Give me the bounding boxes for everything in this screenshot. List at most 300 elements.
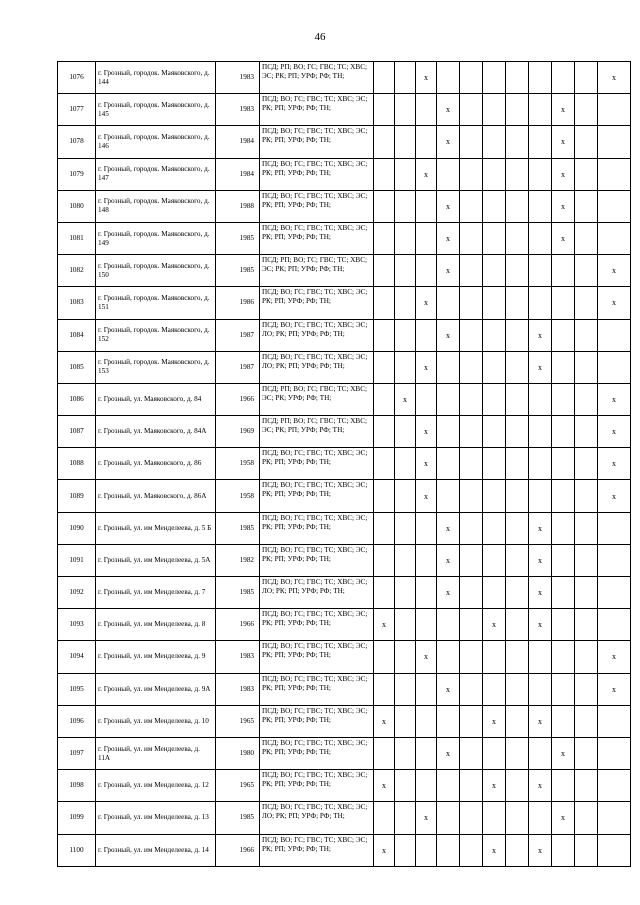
mark-cell — [506, 158, 529, 190]
address-cell: г. Грозный, ул. им Менделеева, д. 7 — [96, 577, 216, 609]
mark-cell: x — [416, 351, 437, 383]
year-cell: 1987 — [216, 351, 260, 383]
mark-cell — [529, 673, 552, 705]
mark-cell — [575, 737, 598, 769]
mark-cell — [598, 577, 631, 609]
table-row — [58, 480, 631, 512]
row-number: 1093 — [58, 609, 96, 641]
mark-cell — [506, 802, 529, 834]
table-row — [58, 416, 631, 448]
mark-cell — [374, 544, 395, 576]
mark-cell — [460, 126, 483, 158]
mark-cell — [483, 544, 506, 576]
table-row — [58, 448, 631, 480]
mark-cell — [483, 255, 506, 287]
mark-cell — [374, 480, 395, 512]
mark-cell — [395, 641, 416, 673]
mark-cell — [575, 609, 598, 641]
mark-cell — [483, 158, 506, 190]
mark-cell — [395, 416, 416, 448]
mark-cell — [437, 834, 460, 866]
row-number: 1083 — [58, 287, 96, 319]
table-row — [58, 190, 631, 222]
row-number: 1080 — [58, 190, 96, 222]
address-cell: г. Грозный, городок. Маяковского, д. 151 — [96, 287, 216, 319]
mark-cell: x — [483, 834, 506, 866]
mark-cell — [575, 770, 598, 802]
mark-cell: x — [529, 834, 552, 866]
address-cell: г. Грозный, ул. им Менделеева, д. 11А — [96, 737, 216, 769]
mark-cell: x — [374, 770, 395, 802]
table-row — [58, 802, 631, 834]
row-number: 1082 — [58, 255, 96, 287]
mark-cell — [416, 770, 437, 802]
table-row — [58, 287, 631, 319]
mark-cell: x — [437, 94, 460, 126]
mark-cell: x — [552, 190, 575, 222]
row-number: 1098 — [58, 770, 96, 802]
mark-cell: x — [416, 287, 437, 319]
mark-cell — [598, 802, 631, 834]
mark-cell — [506, 222, 529, 254]
mark-cell — [506, 287, 529, 319]
mark-cell — [506, 383, 529, 415]
housing-registry-table — [57, 61, 631, 867]
mark-cell — [395, 255, 416, 287]
table-row — [58, 834, 631, 866]
table-row — [58, 673, 631, 705]
address-cell: г. Грозный, ул. Маяковского, д. 86А — [96, 480, 216, 512]
mark-cell — [575, 641, 598, 673]
mark-cell — [374, 351, 395, 383]
mark-cell — [374, 94, 395, 126]
mark-cell — [437, 158, 460, 190]
mark-cell — [506, 705, 529, 737]
mark-cell: x — [598, 416, 631, 448]
works-list-cell: ПСД; ВО; ГС; ГВС; ТС; ХВС; ЭС; РК; РП; УРФ; РФ; ТН; — [260, 448, 374, 480]
mark-cell — [598, 94, 631, 126]
row-number: 1078 — [58, 126, 96, 158]
mark-cell — [575, 126, 598, 158]
mark-cell: x — [483, 705, 506, 737]
works-list-cell: ПСД; ВО; ГС; ГВС; ТС; ХВС; ЭС; РК; РП; УРФ; РФ; ТН; — [260, 512, 374, 544]
mark-cell — [506, 351, 529, 383]
mark-cell — [395, 802, 416, 834]
mark-cell — [598, 190, 631, 222]
row-number: 1077 — [58, 94, 96, 126]
year-cell: 1982 — [216, 544, 260, 576]
year-cell: 1965 — [216, 770, 260, 802]
works-list-cell: ПСД; ВО; ГС; ГВС; ТС; ХВС; ЭС; РК; РП; УРФ; РФ; ТН; — [260, 126, 374, 158]
mark-cell — [552, 255, 575, 287]
address-cell: г. Грозный, ул. им Менделеева, д. 9А — [96, 673, 216, 705]
row-number: 1094 — [58, 641, 96, 673]
mark-cell — [460, 62, 483, 94]
mark-cell — [483, 512, 506, 544]
address-cell: г. Грозный, городок. Маяковского, д. 153 — [96, 351, 216, 383]
mark-cell — [395, 577, 416, 609]
year-cell: 1983 — [216, 62, 260, 94]
mark-cell — [416, 94, 437, 126]
mark-cell: x — [552, 222, 575, 254]
mark-cell — [552, 62, 575, 94]
mark-cell — [575, 802, 598, 834]
mark-cell: x — [437, 126, 460, 158]
mark-cell — [506, 62, 529, 94]
mark-cell: x — [374, 834, 395, 866]
mark-cell — [483, 222, 506, 254]
mark-cell — [506, 448, 529, 480]
mark-cell — [529, 737, 552, 769]
mark-cell — [506, 834, 529, 866]
mark-cell — [374, 190, 395, 222]
works-list-cell: ПСД; ВО; ГС; ГВС; ТС; ХВС; ЭС; РК; РП; УРФ; РФ; ТН; — [260, 834, 374, 866]
mark-cell — [506, 544, 529, 576]
works-list-cell: ПСД; ВО; ГС; ГВС; ТС; ХВС; ЭС; РК; РП; УРФ; РФ; ТН; — [260, 641, 374, 673]
mark-cell — [374, 158, 395, 190]
mark-cell — [529, 287, 552, 319]
mark-cell — [437, 802, 460, 834]
mark-cell — [529, 62, 552, 94]
address-cell: г. Грозный, ул. им Менделеева, д. 10 — [96, 705, 216, 737]
address-cell: г. Грозный, ул. им Менделеева, д. 13 — [96, 802, 216, 834]
year-cell: 1983 — [216, 673, 260, 705]
mark-cell: x — [437, 577, 460, 609]
mark-cell — [575, 383, 598, 415]
mark-cell: x — [416, 416, 437, 448]
row-number: 1091 — [58, 544, 96, 576]
mark-cell: x — [598, 480, 631, 512]
mark-cell — [552, 834, 575, 866]
address-cell: г. Грозный, ул. Маяковского, д. 84 — [96, 383, 216, 415]
mark-cell — [395, 448, 416, 480]
works-list-cell: ПСД; ВО; ГС; ГВС; ТС; ХВС; ЭС; ЛО; РК; РП; УРФ; РФ; ТН; — [260, 802, 374, 834]
mark-cell — [529, 158, 552, 190]
mark-cell — [374, 126, 395, 158]
mark-cell: x — [598, 673, 631, 705]
mark-cell: x — [416, 480, 437, 512]
mark-cell — [374, 737, 395, 769]
mark-cell — [552, 641, 575, 673]
mark-cell: x — [529, 705, 552, 737]
mark-cell — [575, 416, 598, 448]
mark-cell — [416, 383, 437, 415]
mark-cell — [460, 480, 483, 512]
mark-cell — [374, 383, 395, 415]
mark-cell — [460, 448, 483, 480]
mark-cell — [460, 544, 483, 576]
mark-cell — [506, 609, 529, 641]
mark-cell — [437, 448, 460, 480]
mark-cell: x — [437, 512, 460, 544]
mark-cell — [483, 737, 506, 769]
mark-cell: x — [416, 641, 437, 673]
row-number: 1084 — [58, 319, 96, 351]
mark-cell — [506, 190, 529, 222]
mark-cell — [416, 737, 437, 769]
mark-cell — [552, 544, 575, 576]
mark-cell — [598, 512, 631, 544]
mark-cell — [416, 834, 437, 866]
mark-cell — [374, 802, 395, 834]
table-row — [58, 383, 631, 415]
address-cell: г. Грозный, ул. им Менделеева, д. 5А — [96, 544, 216, 576]
table-row — [58, 512, 631, 544]
works-list-cell: ПСД; ВО; ГС; ГВС; ТС; ХВС; ЭС; РК; РП; УРФ; РФ; ТН; — [260, 705, 374, 737]
mark-cell — [460, 641, 483, 673]
works-list-cell: ПСД; РП; ВО; ГС; ГВС; ТС; ХВС; ЭС; РК; РП; УРФ; РФ; ТН; — [260, 255, 374, 287]
mark-cell — [395, 62, 416, 94]
mark-cell — [460, 802, 483, 834]
year-cell: 1958 — [216, 448, 260, 480]
address-cell: г. Грозный, городок. Маяковского, д. 152 — [96, 319, 216, 351]
mark-cell — [506, 319, 529, 351]
mark-cell — [529, 383, 552, 415]
mark-cell — [460, 577, 483, 609]
mark-cell — [460, 222, 483, 254]
mark-cell — [395, 222, 416, 254]
table-row — [58, 94, 631, 126]
mark-cell: x — [598, 448, 631, 480]
mark-cell: x — [437, 222, 460, 254]
mark-cell: x — [437, 673, 460, 705]
mark-cell: x — [552, 94, 575, 126]
mark-cell — [575, 480, 598, 512]
mark-cell — [374, 641, 395, 673]
mark-cell — [483, 383, 506, 415]
mark-cell — [506, 126, 529, 158]
row-number: 1100 — [58, 834, 96, 866]
address-cell: г. Грозный, городок. Маяковского, д. 150 — [96, 255, 216, 287]
mark-cell — [437, 609, 460, 641]
mark-cell — [437, 62, 460, 94]
mark-cell — [416, 255, 437, 287]
address-cell: г. Грозный, ул. им Менделеева, д. 8 — [96, 609, 216, 641]
mark-cell — [598, 319, 631, 351]
mark-cell — [575, 319, 598, 351]
mark-cell — [506, 673, 529, 705]
mark-cell — [529, 641, 552, 673]
mark-cell — [575, 222, 598, 254]
mark-cell — [575, 287, 598, 319]
mark-cell — [552, 319, 575, 351]
mark-cell — [395, 737, 416, 769]
works-list-cell: ПСД; ВО; ГС; ГВС; ТС; ХВС; ЭС; РК; РП; УРФ; РФ; ТН; — [260, 770, 374, 802]
mark-cell — [460, 351, 483, 383]
mark-cell — [575, 351, 598, 383]
works-list-cell: ПСД; ВО; ГС; ГВС; ТС; ХВС; ЭС; РК; РП; УРФ; РФ; ТН; — [260, 94, 374, 126]
mark-cell — [437, 383, 460, 415]
address-cell: г. Грозный, городок. Маяковского, д. 145 — [96, 94, 216, 126]
year-cell: 1983 — [216, 94, 260, 126]
mark-cell — [575, 577, 598, 609]
table-row — [58, 222, 631, 254]
mark-cell: x — [598, 62, 631, 94]
mark-cell — [575, 94, 598, 126]
works-list-cell: ПСД; РП; ВО; ГС; ГВС; ТС; ХВС; ЭС; РК; РП; УРФ; РФ; ТН; — [260, 416, 374, 448]
works-list-cell: ПСД; ВО; ГС; ГВС; ТС; ХВС; ЭС; ЛО; РК; РП; УРФ; РФ; ТН; — [260, 319, 374, 351]
mark-cell — [395, 770, 416, 802]
page-number: 46 — [314, 31, 326, 43]
mark-cell — [460, 416, 483, 448]
mark-cell: x — [552, 802, 575, 834]
mark-cell — [575, 62, 598, 94]
row-number: 1079 — [58, 158, 96, 190]
year-cell: 1966 — [216, 609, 260, 641]
mark-cell — [575, 190, 598, 222]
mark-cell — [416, 319, 437, 351]
mark-cell: x — [437, 255, 460, 287]
works-list-cell: ПСД; ВО; ГС; ГВС; ТС; ХВС; ЭС; РК; РП; УРФ; РФ; ТН; — [260, 480, 374, 512]
mark-cell — [437, 287, 460, 319]
mark-cell — [529, 416, 552, 448]
address-cell: г. Грозный, ул. Маяковского, д. 86 — [96, 448, 216, 480]
mark-cell: x — [529, 351, 552, 383]
mark-cell — [483, 641, 506, 673]
table-row — [58, 319, 631, 351]
mark-cell: x — [374, 705, 395, 737]
address-cell: г. Грозный, ул. Маяковского, д. 84А — [96, 416, 216, 448]
mark-cell — [374, 577, 395, 609]
row-number: 1088 — [58, 448, 96, 480]
mark-cell — [374, 287, 395, 319]
mark-cell — [529, 222, 552, 254]
mark-cell — [374, 62, 395, 94]
mark-cell: x — [416, 448, 437, 480]
mark-cell: x — [598, 383, 631, 415]
year-cell: 1984 — [216, 126, 260, 158]
year-cell: 1965 — [216, 705, 260, 737]
mark-cell: x — [529, 770, 552, 802]
mark-cell — [575, 158, 598, 190]
mark-cell — [460, 319, 483, 351]
address-cell: г. Грозный, ул. им Менделеева, д. 5 Б — [96, 512, 216, 544]
mark-cell — [529, 255, 552, 287]
mark-cell — [395, 158, 416, 190]
mark-cell: x — [437, 544, 460, 576]
mark-cell — [395, 673, 416, 705]
year-cell: 1980 — [216, 737, 260, 769]
address-cell: г. Грозный, городок. Маяковского, д. 146 — [96, 126, 216, 158]
table-row — [58, 705, 631, 737]
mark-cell — [598, 770, 631, 802]
mark-cell — [437, 416, 460, 448]
mark-cell — [416, 544, 437, 576]
mark-cell — [395, 544, 416, 576]
mark-cell: x — [598, 255, 631, 287]
row-number: 1097 — [58, 737, 96, 769]
mark-cell — [460, 673, 483, 705]
mark-cell — [506, 641, 529, 673]
mark-cell: x — [416, 62, 437, 94]
mark-cell: x — [529, 512, 552, 544]
mark-cell — [529, 94, 552, 126]
mark-cell: x — [529, 609, 552, 641]
year-cell: 1983 — [216, 641, 260, 673]
mark-cell — [416, 126, 437, 158]
year-cell: 1985 — [216, 512, 260, 544]
mark-cell — [460, 255, 483, 287]
row-number: 1092 — [58, 577, 96, 609]
table-row — [58, 351, 631, 383]
mark-cell: x — [529, 319, 552, 351]
mark-cell — [575, 255, 598, 287]
works-list-cell: ПСД; ВО; ГС; ГВС; ТС; ХВС; ЭС; РК; РП; УРФ; РФ; ТН; — [260, 544, 374, 576]
row-number: 1076 — [58, 62, 96, 94]
mark-cell — [483, 126, 506, 158]
table-row — [58, 158, 631, 190]
works-list-cell: ПСД; ВО; ГС; ГВС; ТС; ХВС; ЭС; РК; РП; УРФ; РФ; ТН; — [260, 158, 374, 190]
mark-cell — [416, 512, 437, 544]
year-cell: 1958 — [216, 480, 260, 512]
mark-cell — [460, 94, 483, 126]
works-list-cell: ПСД; ВО; ГС; ГВС; ТС; ХВС; ЭС; ЛО; РК; РП; УРФ; РФ; ТН; — [260, 577, 374, 609]
works-list-cell: ПСД; ВО; ГС; ГВС; ТС; ХВС; ЭС; РК; РП; УРФ; РФ; ТН; — [260, 609, 374, 641]
mark-cell — [437, 480, 460, 512]
mark-cell — [598, 158, 631, 190]
mark-cell — [483, 448, 506, 480]
mark-cell — [506, 512, 529, 544]
mark-cell: x — [374, 609, 395, 641]
mark-cell — [552, 287, 575, 319]
row-number: 1085 — [58, 351, 96, 383]
works-list-cell: ПСД; ВО; ГС; ГВС; ТС; ХВС; ЭС; РК; РП; УРФ; РФ; ТН; — [260, 737, 374, 769]
mark-cell — [483, 319, 506, 351]
mark-cell: x — [598, 287, 631, 319]
mark-cell — [460, 834, 483, 866]
mark-cell — [552, 480, 575, 512]
row-number: 1099 — [58, 802, 96, 834]
registry-body — [58, 62, 631, 867]
table-row — [58, 641, 631, 673]
mark-cell — [598, 222, 631, 254]
row-number: 1090 — [58, 512, 96, 544]
mark-cell — [416, 705, 437, 737]
row-number: 1089 — [58, 480, 96, 512]
mark-cell — [483, 480, 506, 512]
table-row — [58, 737, 631, 769]
table-row — [58, 609, 631, 641]
mark-cell — [506, 737, 529, 769]
mark-cell — [437, 351, 460, 383]
mark-cell — [395, 190, 416, 222]
mark-cell — [506, 416, 529, 448]
mark-cell: x — [552, 737, 575, 769]
mark-cell — [529, 126, 552, 158]
mark-cell — [460, 737, 483, 769]
mark-cell — [374, 416, 395, 448]
mark-cell — [552, 351, 575, 383]
address-cell: г. Грозный, городок. Маяковского, д. 149 — [96, 222, 216, 254]
row-number: 1087 — [58, 416, 96, 448]
mark-cell — [460, 770, 483, 802]
mark-cell — [552, 705, 575, 737]
mark-cell — [552, 577, 575, 609]
works-list-cell: ПСД; ВО; ГС; ГВС; ТС; ХВС; ЭС; РК; РП; УРФ; РФ; ТН; — [260, 222, 374, 254]
mark-cell — [395, 512, 416, 544]
mark-cell — [374, 512, 395, 544]
mark-cell — [416, 609, 437, 641]
mark-cell — [552, 609, 575, 641]
table-row — [58, 62, 631, 94]
mark-cell — [598, 834, 631, 866]
address-cell: г. Грозный, ул. им Менделеева, д. 9 — [96, 641, 216, 673]
mark-cell — [552, 448, 575, 480]
mark-cell — [395, 351, 416, 383]
mark-cell — [483, 416, 506, 448]
mark-cell — [374, 222, 395, 254]
mark-cell — [598, 544, 631, 576]
